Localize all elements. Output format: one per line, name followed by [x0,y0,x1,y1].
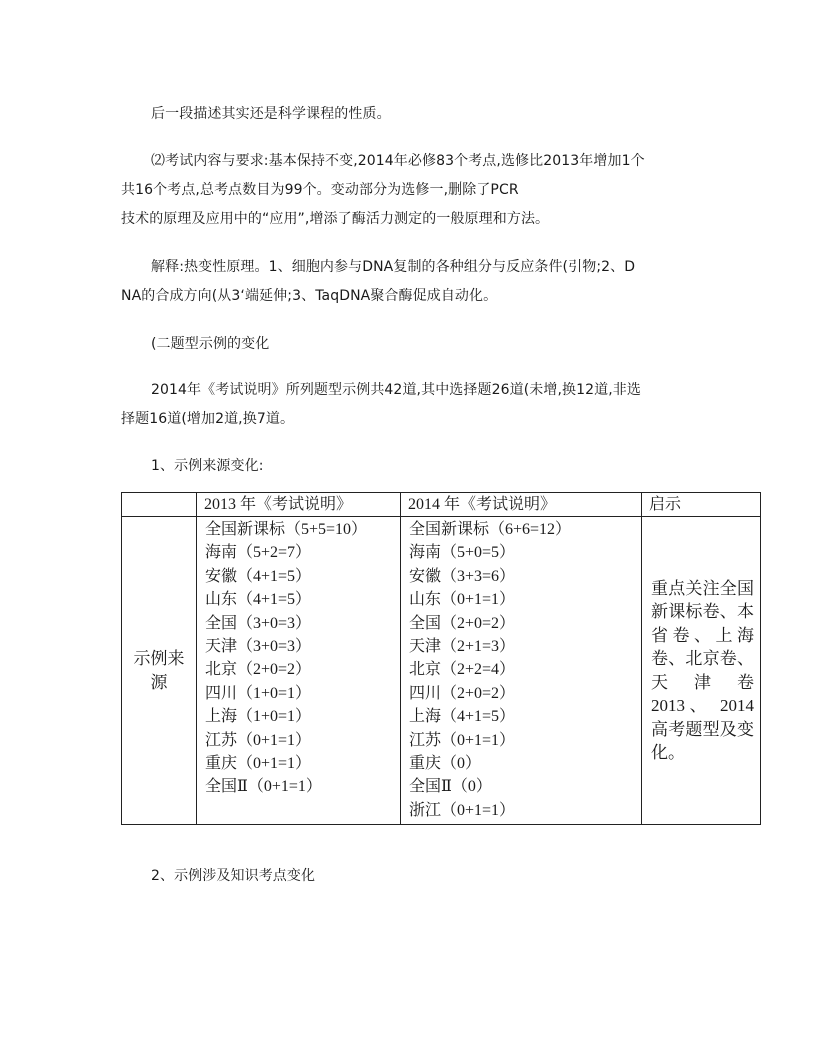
paragraph-line: ⑵考试内容与要求:基本保持不变,2014年必修83个考点,选修比2013年增加1个 [151,153,645,169]
table-header-cell: 启示 [642,493,761,517]
paragraph-line: 共16个考点,总考点数目为99个。变动部分为选修一,删除了PCR [121,182,519,198]
table-header-cell [122,493,197,517]
list-item: 四川（1+0=1） [205,684,312,702]
list-item: 全国Ⅱ（0+1=1） [205,778,322,796]
table-header-cell: 2014 年《考试说明》 [401,493,642,517]
list-item: 全国（3+0=3） [205,614,312,632]
paragraph-line: 技术的原理及应用中的“应用”,增添了酶活力测定的一般原理和方法。 [121,211,550,227]
col-2014-cell [401,517,642,825]
list-item: 北京（2+2=4） [409,661,516,679]
list-item: 浙江（0+1=1） [409,801,516,819]
list-item: 全国Ⅱ（0） [409,778,492,796]
list-item: 安徽（4+1=5） [205,567,312,585]
list-item: 全国新课标（6+6=12） [409,521,572,538]
paragraph-line: 择题16道(增加2道,换7道。 [121,411,295,427]
list-item: 江苏（0+1=1） [409,731,516,749]
list-item: 上海（4+1=5） [409,708,516,726]
list-item: 北京（2+0=2） [205,661,312,679]
example-source-table [121,492,761,825]
list-item: 重庆（0） [409,755,482,773]
table-header-row [122,493,761,517]
table-row [122,517,761,825]
list-item: 全国（2+0=2） [409,614,516,632]
list-item: 安徽（3+3=6） [409,567,516,585]
list-item: 江苏（0+1=1） [205,731,312,749]
paragraph-line: 后一段描述其实还是科学课程的性质。 [151,106,391,122]
col-2013-cell [197,517,401,825]
paragraph-line: 2014年《考试说明》所列题型示例共42道,其中选择题26道(未增,换12道,非选 [151,382,641,398]
table-header-cell: 2013 年《考试说明》 [197,493,401,517]
list-item: 四川（2+0=2） [409,684,516,702]
list-item: 海南（5+0=5） [409,544,516,562]
list-item: 全国新课标（5+5=10） [205,521,368,538]
row-label-cell: 示例来源 [122,517,197,825]
paragraph-line: NA的合成方向(从3‘端延伸;3、TaqDNA聚合酶促成自动化。 [121,288,498,304]
list-item: 天津（3+0=3） [205,638,312,656]
subsection-heading: 2、示例涉及知识考点变化 [151,868,316,884]
list-item: 山东（0+1=1） [409,591,516,609]
subsection-heading: 1、示例来源变化: [151,458,264,474]
paragraph-line: 解释:热变性原理。1、细胞内参与DNA复制的各种组分与反应条件(引物;2、D [151,259,636,275]
list-item: 重庆（0+1=1） [205,755,312,773]
list-item: 山东（4+1=5） [205,591,312,609]
list-item: 天津（2+1=3） [409,638,516,656]
section-heading: (二题型示例的变化 [151,336,270,352]
list-item: 上海（1+0=1） [205,708,312,726]
list-item: 海南（5+2=7） [205,544,312,562]
hint-cell: 重点关注全国新课标卷、本省卷、上海卷、北京卷、天津卷 2013、 2014 高考题型及变化。 [642,517,761,825]
